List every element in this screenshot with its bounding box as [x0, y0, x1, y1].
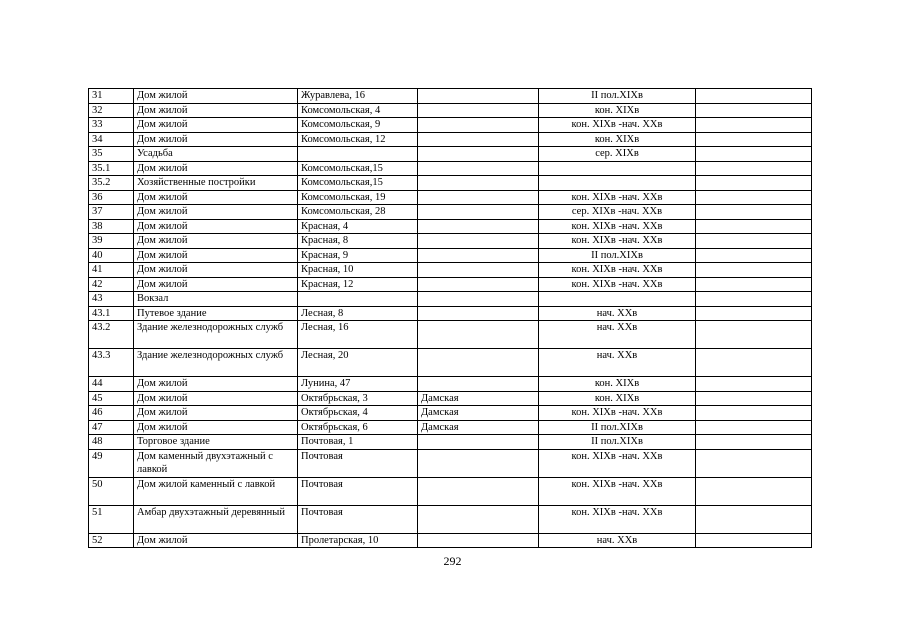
page-number: 292 — [443, 554, 462, 568]
table-row — [89, 132, 812, 147]
dating-cell: кон. XIXв -нач. XXв — [539, 449, 696, 477]
note-cell — [696, 176, 812, 191]
row-number-cell: 38 — [89, 219, 134, 234]
row-number-cell: 43 — [89, 292, 134, 307]
table-row — [89, 161, 812, 176]
location-cell — [418, 205, 539, 220]
table-row — [89, 147, 812, 162]
address-cell: Комсомольская, 19 — [298, 190, 418, 205]
object-name-cell: Дом жилой — [134, 420, 298, 435]
dating-cell: нач. XXв — [539, 321, 696, 349]
row-number-cell: 35 — [89, 147, 134, 162]
location-cell — [418, 377, 539, 392]
location-cell — [418, 263, 539, 278]
dating-cell: кон. XIXв -нач. XXв — [539, 118, 696, 133]
row-number-cell: 50 — [89, 477, 134, 505]
dating-cell: нач. XXв — [539, 533, 696, 548]
table-row — [89, 103, 812, 118]
address-cell: Красная, 12 — [298, 277, 418, 292]
location-cell — [418, 190, 539, 205]
dating-cell — [539, 176, 696, 191]
location-cell — [418, 435, 539, 450]
table-row — [89, 176, 812, 191]
note-cell — [696, 292, 812, 307]
table-row — [89, 321, 812, 349]
row-number-cell: 34 — [89, 132, 134, 147]
dating-cell: сер. XIXв — [539, 147, 696, 162]
table-body — [89, 89, 812, 548]
address-cell: Красная, 9 — [298, 248, 418, 263]
row-number-cell: 33 — [89, 118, 134, 133]
address-cell — [298, 292, 418, 307]
row-number-cell: 47 — [89, 420, 134, 435]
note-cell — [696, 118, 812, 133]
row-number-cell: 41 — [89, 263, 134, 278]
note-cell — [696, 377, 812, 392]
monuments-table — [88, 88, 812, 548]
dating-cell: сер. XIXв -нач. XXв — [539, 205, 696, 220]
location-cell — [418, 103, 539, 118]
note-cell — [696, 161, 812, 176]
table-row — [89, 89, 812, 104]
note-cell — [696, 147, 812, 162]
location-cell — [418, 161, 539, 176]
row-number-cell: 45 — [89, 391, 134, 406]
table-row — [89, 248, 812, 263]
address-cell: Почтовая — [298, 505, 418, 533]
location-cell: Дамская — [418, 391, 539, 406]
location-cell — [418, 132, 539, 147]
address-cell: Красная, 8 — [298, 234, 418, 249]
row-number-cell: 40 — [89, 248, 134, 263]
location-cell — [418, 292, 539, 307]
location-cell — [418, 118, 539, 133]
table-row — [89, 391, 812, 406]
object-name-cell: Здание железнодорожных служб — [134, 349, 298, 377]
table-row — [89, 533, 812, 548]
address-cell: Комсомольская, 9 — [298, 118, 418, 133]
dating-cell: кон. XIXв -нач. XXв — [539, 219, 696, 234]
dating-cell: кон. XIXв -нач. XXв — [539, 263, 696, 278]
object-name-cell: Дом жилой — [134, 391, 298, 406]
object-name-cell: Здание железнодорожных служб — [134, 321, 298, 349]
dating-cell: кон. XIXв -нач. XXв — [539, 234, 696, 249]
table-row — [89, 219, 812, 234]
object-name-cell: Дом жилой — [134, 118, 298, 133]
note-cell — [696, 89, 812, 104]
object-name-cell: Амбар двухэтажный деревянный — [134, 505, 298, 533]
object-name-cell: Дом каменный двухэтажный с лавкой — [134, 449, 298, 477]
note-cell — [696, 190, 812, 205]
note-cell — [696, 533, 812, 548]
note-cell — [696, 420, 812, 435]
location-cell — [418, 505, 539, 533]
row-number-cell: 37 — [89, 205, 134, 220]
location-cell — [418, 321, 539, 349]
dating-cell: II пол.XIXв — [539, 248, 696, 263]
note-cell — [696, 205, 812, 220]
table-row — [89, 406, 812, 421]
note-cell — [696, 234, 812, 249]
address-cell: Октябрьская, 6 — [298, 420, 418, 435]
address-cell: Комсомольская,15 — [298, 161, 418, 176]
location-cell — [418, 449, 539, 477]
note-cell — [696, 263, 812, 278]
table-row — [89, 377, 812, 392]
table-row — [89, 205, 812, 220]
note-cell — [696, 321, 812, 349]
address-cell: Лесная, 8 — [298, 306, 418, 321]
note-cell — [696, 505, 812, 533]
table-row — [89, 349, 812, 377]
table-row — [89, 277, 812, 292]
table-row — [89, 306, 812, 321]
dating-cell: II пол.XIXв — [539, 89, 696, 104]
table-row — [89, 449, 812, 477]
location-cell — [418, 89, 539, 104]
object-name-cell: Дом жилой — [134, 406, 298, 421]
object-name-cell: Дом жилой — [134, 132, 298, 147]
table-row — [89, 477, 812, 505]
location-cell — [418, 248, 539, 263]
note-cell — [696, 103, 812, 118]
address-cell: Лесная, 20 — [298, 349, 418, 377]
dating-cell: кон. XIXв — [539, 103, 696, 118]
object-name-cell: Дом жилой — [134, 161, 298, 176]
table-row — [89, 263, 812, 278]
table-row — [89, 435, 812, 450]
dating-cell: кон. XIXв — [539, 132, 696, 147]
address-cell — [298, 147, 418, 162]
note-cell — [696, 449, 812, 477]
address-cell: Комсомольская, 28 — [298, 205, 418, 220]
location-cell — [418, 219, 539, 234]
object-name-cell: Усадьба — [134, 147, 298, 162]
dating-cell: кон. XIXв -нач. XXв — [539, 277, 696, 292]
note-cell — [696, 349, 812, 377]
object-name-cell: Дом жилой — [134, 377, 298, 392]
location-cell: Дамская — [418, 406, 539, 421]
address-cell: Журавлева, 16 — [298, 89, 418, 104]
address-cell: Октябрьская, 3 — [298, 391, 418, 406]
object-name-cell: Дом жилой — [134, 205, 298, 220]
address-cell: Лесная, 16 — [298, 321, 418, 349]
note-cell — [696, 391, 812, 406]
address-cell: Красная, 10 — [298, 263, 418, 278]
location-cell — [418, 147, 539, 162]
dating-cell: кон. XIXв -нач. XXв — [539, 477, 696, 505]
dating-cell — [539, 161, 696, 176]
address-cell: Пролетарская, 10 — [298, 533, 418, 548]
note-cell — [696, 277, 812, 292]
location-cell — [418, 277, 539, 292]
object-name-cell: Дом жилой каменный с лавкой — [134, 477, 298, 505]
object-name-cell: Дом жилой — [134, 277, 298, 292]
note-cell — [696, 132, 812, 147]
row-number-cell: 31 — [89, 89, 134, 104]
object-name-cell: Дом жилой — [134, 263, 298, 278]
table-row — [89, 420, 812, 435]
row-number-cell: 49 — [89, 449, 134, 477]
address-cell: Лунина, 47 — [298, 377, 418, 392]
address-cell: Почтовая — [298, 477, 418, 505]
row-number-cell: 43.2 — [89, 321, 134, 349]
row-number-cell: 44 — [89, 377, 134, 392]
address-cell: Октябрьская, 4 — [298, 406, 418, 421]
dating-cell: кон. XIXв — [539, 377, 696, 392]
table-row — [89, 292, 812, 307]
row-number-cell: 42 — [89, 277, 134, 292]
object-name-cell: Вокзал — [134, 292, 298, 307]
row-number-cell: 39 — [89, 234, 134, 249]
dating-cell — [539, 292, 696, 307]
dating-cell: нач. XXв — [539, 349, 696, 377]
address-cell: Комсомольская, 12 — [298, 132, 418, 147]
monuments-table-container — [88, 88, 811, 548]
row-number-cell: 46 — [89, 406, 134, 421]
dating-cell: кон. XIXв -нач. XXв — [539, 505, 696, 533]
row-number-cell: 43.3 — [89, 349, 134, 377]
row-number-cell: 32 — [89, 103, 134, 118]
object-name-cell: Дом жилой — [134, 89, 298, 104]
dating-cell: кон. XIXв -нач. XXв — [539, 406, 696, 421]
object-name-cell: Хозяйственные постройки — [134, 176, 298, 191]
location-cell: Дамская — [418, 420, 539, 435]
location-cell — [418, 533, 539, 548]
location-cell — [418, 306, 539, 321]
address-cell: Красная, 4 — [298, 219, 418, 234]
note-cell — [696, 306, 812, 321]
location-cell — [418, 477, 539, 505]
row-number-cell: 51 — [89, 505, 134, 533]
address-cell: Почтовая — [298, 449, 418, 477]
dating-cell: II пол.XIXв — [539, 435, 696, 450]
object-name-cell: Торговое здание — [134, 435, 298, 450]
note-cell — [696, 219, 812, 234]
address-cell: Почтовая, 1 — [298, 435, 418, 450]
note-cell — [696, 477, 812, 505]
location-cell — [418, 349, 539, 377]
object-name-cell: Дом жилой — [134, 234, 298, 249]
dating-cell: кон. XIXв — [539, 391, 696, 406]
table-row — [89, 234, 812, 249]
note-cell — [696, 248, 812, 263]
object-name-cell: Путевое здание — [134, 306, 298, 321]
dating-cell: II пол.XIXв — [539, 420, 696, 435]
object-name-cell: Дом жилой — [134, 103, 298, 118]
address-cell: Комсомольская, 4 — [298, 103, 418, 118]
row-number-cell: 36 — [89, 190, 134, 205]
table-row — [89, 118, 812, 133]
dating-cell: кон. XIXв -нач. XXв — [539, 190, 696, 205]
table-row — [89, 505, 812, 533]
location-cell — [418, 234, 539, 249]
object-name-cell: Дом жилой — [134, 219, 298, 234]
row-number-cell: 35.2 — [89, 176, 134, 191]
object-name-cell: Дом жилой — [134, 190, 298, 205]
location-cell — [418, 176, 539, 191]
row-number-cell: 48 — [89, 435, 134, 450]
note-cell — [696, 406, 812, 421]
row-number-cell: 52 — [89, 533, 134, 548]
row-number-cell: 43.1 — [89, 306, 134, 321]
address-cell: Комсомольская,15 — [298, 176, 418, 191]
note-cell — [696, 435, 812, 450]
object-name-cell: Дом жилой — [134, 248, 298, 263]
table-row — [89, 190, 812, 205]
object-name-cell: Дом жилой — [134, 533, 298, 548]
row-number-cell: 35.1 — [89, 161, 134, 176]
dating-cell: нач. XXв — [539, 306, 696, 321]
